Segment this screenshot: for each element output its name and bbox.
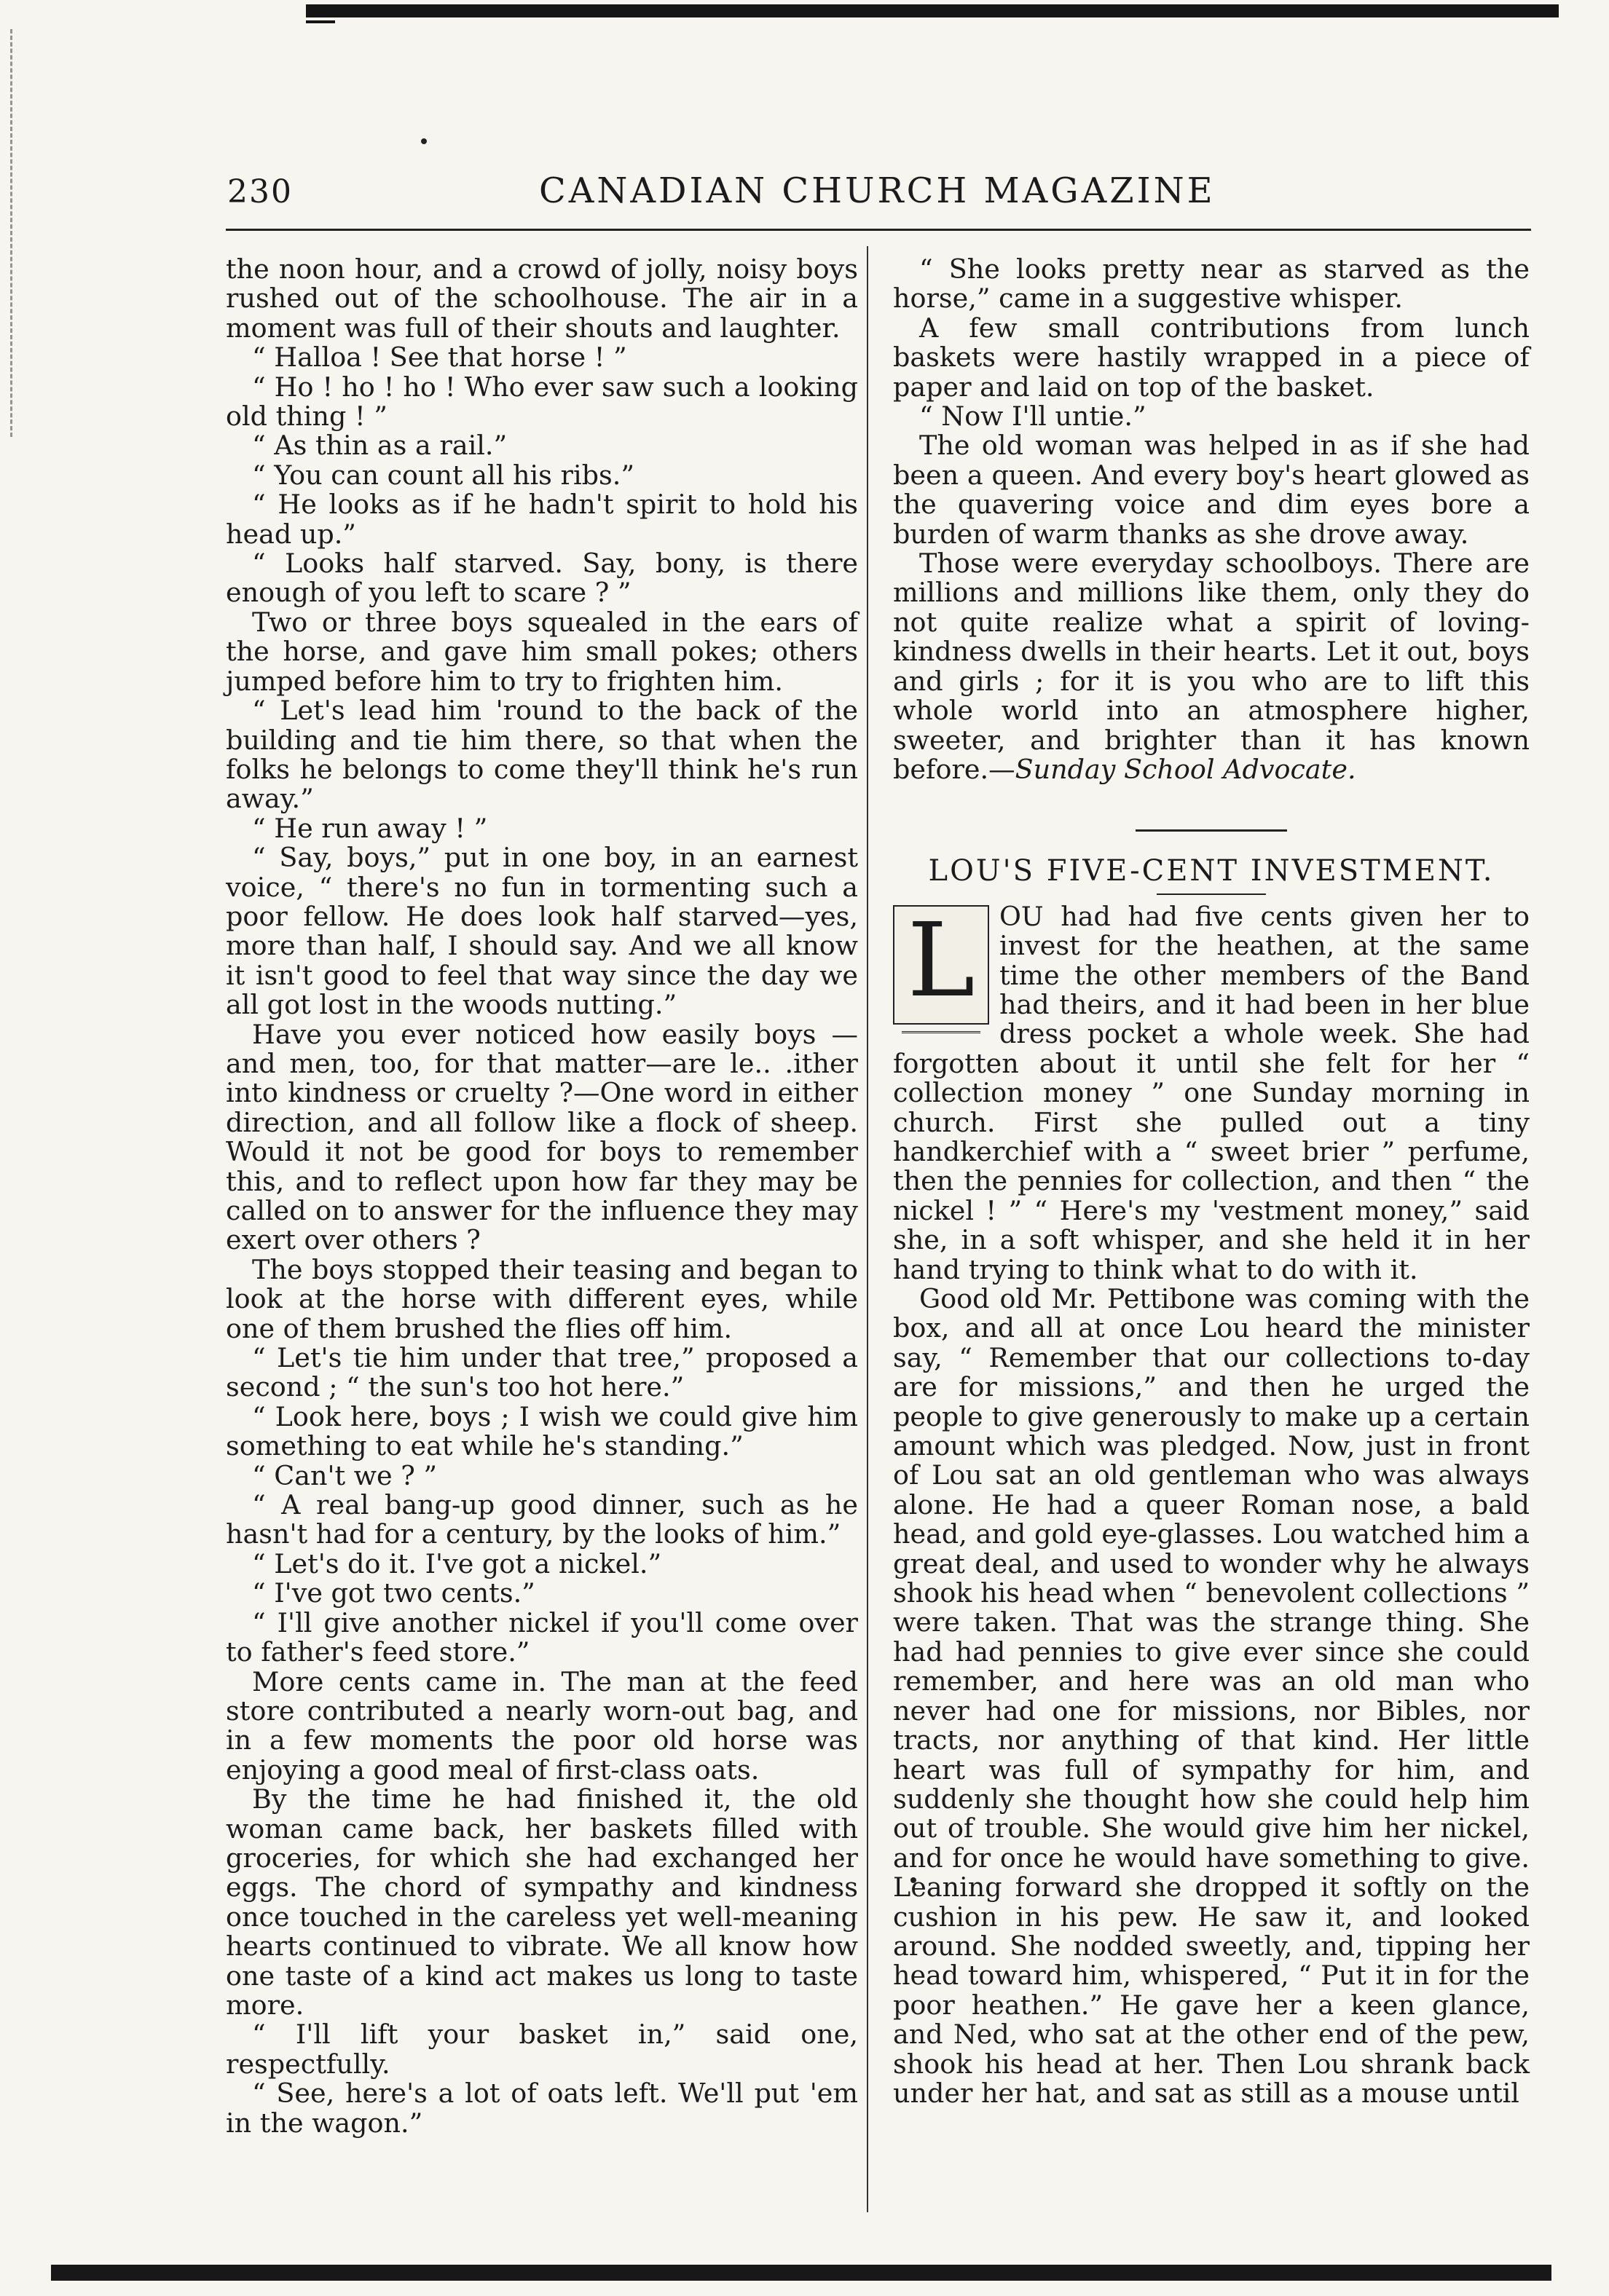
closing-paragraph [893, 549, 1530, 784]
paragraph: “ As thin as a rail.” [252, 430, 508, 462]
paragraph: The old woman was helped in as if she had been a queen. And every boy's heart glowed as the quavering voice and dim eyes bore a burden of warm thanks as she drove away. [893, 430, 1530, 550]
paragraph: By the time he had finished it, the old woman came back, her baskets filled with groceries, for which she had exchanged her eggs. The chord of sympathy and kindness once touched in the careless yet well-meaning hearts continued to vibrate. We all know how one taste of a kind act makes us long to taste more. [226, 1783, 858, 2021]
paragraph: Have you ever noticed how easily boys —and men, too, for that matter—are le.. .ither into kindness or cruelty ?—One word in either direction, and all follow like a flock of sheep. Would it not be good for boys to remember this, and to reflect upon how far they may be called on to answer for the influence they may exert over others ? [226, 1018, 858, 1256]
first-paragraph-text: OU had had five cents given her to invest for the heathen, at the same time the other members of the Band had theirs, and it had been in her blue dress pocket a whole week. She had forgotten about it until she felt for her “ collection money ” one Sunday morning in church. First she pulled out a tiny handkerchief with a “ sweet brier ” perfume, then the pennies for collection, and then “ the nickel ! ” “ Here's my 'vestment money,” said she, in a soft whisper, and she held it in her hand trying to think what to do with it. [893, 900, 1530, 1285]
paragraph: Good old Mr. Pettibone was coming with the box, and all at once Lou heard the minister say, “ Remember that our collections to-day are for missions,” and then he urged the people to give generously to make up a certain amount which was pledged. Now, just in front of Lou sat an old gentleman who was always alone. He had a queer Roman nose, a bald head, and gold eye-glasses. Lou watched him a great deal, and used to wonder why he always shook his head when “ benevolent collections ” were taken. That was the strange thing. She had had pennies to give ever since she could remember, and here was an old man who never had one for missions, nor Bibles, nor tracts, nor anything of that kind. Her little heart was full of sympathy for him, and suddenly she thought how she could help him out of trouble. She would give him her nickel, and for once he would have something to give. Leaning forward she dropped it softly on the cushion in his pew. He saw it, and looked around. She nodded sweetly, and, tipping her head toward him, whispered, “ Put it in for the poor heathen.” He gave her a keen glance, and Ned, who sat at the other end of the pew, shook his head at her. Then Lou shrank back under her hat, and sat as still as a mouse until [893, 1283, 1530, 2109]
paragraph: “ She looks pretty near as starved as the horse,” came in a suggestive whisper. [893, 253, 1530, 315]
paragraph: “ Ho ! ho ! ho ! Who ever saw such a looking old thing ! ” [226, 371, 858, 433]
article-first-paragraph [893, 902, 1530, 1285]
paragraph: The boys stopped their teasing and began to look at the horse with different eyes, while one of them brushed the flies off him. [226, 1253, 858, 1344]
paragraph: More cents came in. The man at the feed store contributed a nearly worn-out bag, and in a few moments the poor old horse was enjoying a good meal of first-class oats. [226, 1665, 858, 1786]
paragraph: “ Let's lead him 'round to the back of the building and tie him there, so that when the folks he belongs to come they'll think he's run away.” [226, 695, 858, 815]
paragraph: “ See, here's a lot of oats left. We'll put 'em in the wagon.” [226, 2078, 858, 2139]
closing-text: Those were everyday schoolboys. There are millions and millions like them, only they do not quite realize what a spirit of loving-kindness dwells in their hearts. Let it out, boys and girls ; for it is you who are to lift this whole world into an atmosphere higher, sweeter, and brighter than it has known before.— [893, 548, 1530, 785]
paragraph: “ Looks half starved. Say, bony, is there enough of you left to scare ? ” [226, 548, 858, 609]
top-rule-mark [306, 20, 335, 23]
paragraph: A few small contributions from lunch baskets were hastily wrapped in a piece of paper and laid on top of the basket. [893, 312, 1530, 403]
page-title: CANADIAN CHURCH MAGAZINE [539, 170, 1216, 211]
article-separator [1136, 829, 1287, 832]
paragraph: “ Let's do it. I've got a nickel.” [252, 1547, 662, 1579]
paragraph: “ Let's tie him under that tree,” proposed a second ; “ the sun's too hot here.” [226, 1342, 858, 1403]
left-column [226, 255, 858, 2138]
paragraph: Two or three boys squealed in the ears of the horse, and gave him small pokes; others jumped before him to try to frighten him. [226, 606, 858, 697]
source-attribution: Sunday School Advocate. [1015, 753, 1356, 785]
paragraph: “ Can't we ? ” [252, 1459, 438, 1491]
paragraph: the noon hour, and a crowd of jolly, noisy boys rushed out of the schoolhouse. The air in a moment was full of their shouts and laughter. [226, 253, 858, 344]
page-number: 230 [227, 173, 293, 210]
bottom-rule [51, 2265, 1551, 2281]
title-underline [1157, 893, 1266, 895]
article-title: LOU'S FIVE-CENT INVESTMENT. [928, 854, 1495, 888]
right-column [893, 255, 1530, 2108]
paragraph: “ You can count all his ribs.” [252, 459, 634, 491]
speck [421, 138, 427, 144]
paragraph: “ He looks as if he hadn't spirit to hold his head up.” [226, 489, 858, 550]
paragraph: “ Halloa ! See that horse ! ” [252, 342, 627, 374]
scan-edge [0, 29, 12, 437]
paragraph: “ A real bang-up good dinner, such as he hasn't had for a century, by the looks of him.” [226, 1489, 858, 1550]
drop-cap: L [893, 905, 989, 1025]
paragraph: “ Look here, boys ; I wish we could give him something to eat while he's standing.” [226, 1400, 858, 1462]
paragraph: “ He run away ! ” [252, 812, 488, 844]
paragraph: “ I'll give another nickel if you'll come over to father's feed store.” [226, 1606, 858, 1668]
paragraph: “ Now I'll untie.” [919, 401, 1146, 433]
column-divider [867, 246, 868, 2212]
paragraph: “ I'll lift your basket in,” said one, respectfully. [226, 2019, 858, 2080]
paragraph: “ Say, boys,” put in one boy, in an earnest voice, “ there's no fun in tormenting such a poor fellow. He does look half starved—yes, more than half, I should say. And we all know it isn't good to feel that way since the day we all got lost in the woods nutting.” [226, 842, 858, 1021]
header-rule [226, 229, 1531, 231]
paragraph: “ I've got two cents.” [252, 1577, 535, 1609]
top-rule [306, 4, 1559, 17]
